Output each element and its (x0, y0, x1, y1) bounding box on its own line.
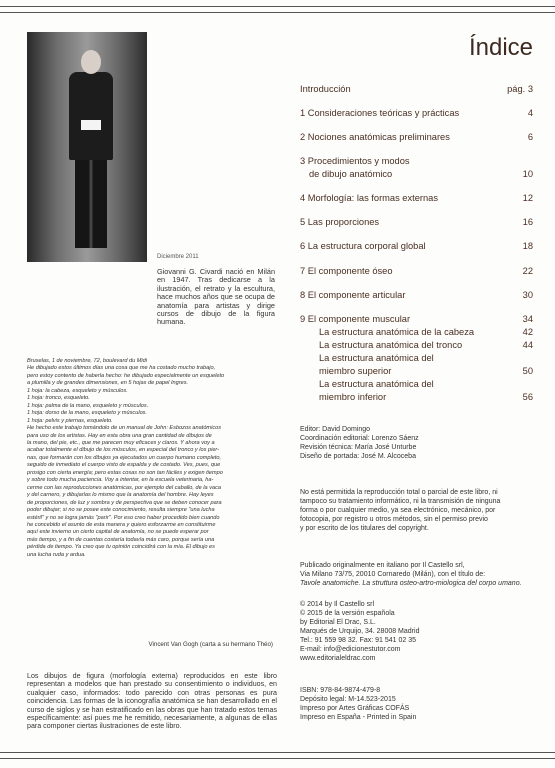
copyright-line: by Editorial El Drac, S.L. (300, 619, 376, 626)
publication-line: Via Milano 73/75, 20010 Cornaredo (Milán), con el título de: (300, 571, 486, 578)
quote-line: 1 hoja: la cabeza, esqueleto y músculos. (27, 387, 128, 394)
quote-line: pérdida de tiempo. Ya creo que tu opinión coincidirá con la mía. El dibujo es (27, 544, 215, 551)
toc-label: 7 El componente óseo (300, 266, 393, 276)
toc-page: 12 (522, 193, 533, 203)
quote-line: 1 hoja: dorso de la mano, esqueleto y músculos. (27, 410, 148, 417)
toc-sublabel: La estructura anatómica del (319, 353, 434, 363)
toc-entry[interactable] (300, 241, 533, 251)
credit-line: Editor: David Domingo (300, 426, 371, 433)
toc-entry[interactable] (300, 132, 533, 142)
quote-line: y del carnero, y dibujarlas lo mismo que la anatomía del hombre. Hay leyes (27, 492, 214, 499)
quote-line: para uso de los artistas. Hay en esta obra una gran cantidad de dibujos de (27, 432, 212, 439)
toc-label: 6 La estructura corporal global (300, 241, 426, 251)
quote-line: 1 hoja: tronco, esqueleto. (27, 395, 90, 402)
publication-line: Publicado originalmente en italiano por Il Castello srl, (300, 562, 465, 569)
copyright-line: Tel.: 91 559 98 32. Fax: 91 541 02 35 (300, 637, 416, 644)
quote-line: he concebido el asunto de esta manera y quiero esforzarme en constituirme (27, 521, 216, 528)
email-link[interactable]: E-mail: info@edicionestutor.com (300, 646, 401, 653)
toc-subentry[interactable] (300, 327, 533, 337)
toc-page: 6 (527, 132, 533, 142)
credit-line: Coordinación editorial: Lorenzo Sáenz (300, 435, 419, 442)
quote-line: acabar totalmente el dibujo de los músculos, en especial del tronco y los pier- (27, 447, 220, 454)
page-title: Índice (468, 34, 533, 61)
copyright-line: © 2014 by Il Castello srl (300, 601, 375, 608)
author-photo (27, 32, 147, 262)
photo-caption-date: Diciembre 2011 (157, 254, 199, 260)
quote-line: estéril" y no se logra jamás "parir". Por eso creo haber procedido bien cuando (27, 514, 220, 521)
toc-entry[interactable] (300, 314, 533, 324)
top-rule (0, 6, 555, 13)
rights-line: tampoco su tratamiento informático, ni la transmisión de ninguna (300, 498, 501, 505)
quote-line: seguido de inmediato el cuerpo visto de espalda y de costado. Ves, pues, que (27, 462, 221, 469)
toc-page: 56 (522, 392, 533, 402)
quote-line: cerme con las reproducciones anatómicas, por ejemplo del caballo, de la vaca (27, 484, 222, 491)
credit-line: Diseño de portada: José M. Alcoceba (300, 453, 416, 460)
rights-block (300, 488, 540, 533)
toc-page: 18 (522, 241, 533, 251)
toc-sublabel: La estructura anatómica del (319, 379, 434, 389)
isbn-block (300, 686, 540, 722)
isbn-line: Depósito legal: M-14.523-2015 (300, 696, 396, 703)
toc-page: 10 (522, 169, 533, 179)
rights-line: No está permitida la reproducción total o parcial de este libro, ni (300, 489, 498, 496)
toc-label: 9 El componente muscular (300, 314, 411, 324)
quote-line: a plumilla y de grandes dimensiones, en 5 hojas de papel Ingres. (27, 380, 189, 387)
toc-entry[interactable] (300, 193, 533, 203)
toc-page: 42 (522, 327, 533, 337)
toc-entry-cont[interactable] (300, 169, 533, 179)
toc-entry[interactable] (300, 290, 533, 300)
toc-label: 5 Las proporciones (300, 217, 380, 227)
toc-page: 4 (527, 108, 533, 118)
quote-line: aquí este invierno un cierto capital de anatomía, no se puede esperar por (27, 529, 209, 536)
isbn-line: ISBN: 978-84-9874-479-8 (300, 687, 381, 694)
toc-page: 34 (522, 314, 533, 324)
quote-line: más tiempo, y a fin de cuentas costaría todavía más caro, porque sería una (27, 536, 215, 543)
toc-page: pág. 3 (507, 84, 533, 94)
toc-entry[interactable] (300, 84, 533, 94)
toc-entry[interactable] (300, 217, 533, 227)
toc-subentry[interactable] (300, 353, 533, 363)
quote-line: una lucha ruda y ardua. (27, 551, 86, 558)
toc-label: Introducción (300, 84, 351, 94)
toc-page: 44 (522, 340, 533, 350)
website-link[interactable]: www.editorialeldrac.com (300, 655, 376, 662)
toc-page: 16 (522, 217, 533, 227)
quote-line: He dibujado estos últimos días una cosa que me ha costado mucho trabajo, (27, 365, 216, 372)
quote-line: pero estoy contento de haberla hecho: he dibujado especialmente un esqueleto (27, 372, 225, 379)
copyright-line: © 2015 de la versión española (300, 610, 395, 617)
toc-subentry[interactable] (300, 340, 533, 350)
copyright-block (300, 600, 540, 663)
quote-line: 1 hoja: palma de la mano, esqueleto y músculos. (27, 402, 149, 409)
toc-label-cont: de dibujo anatómico (309, 169, 393, 179)
van-gogh-quote (27, 358, 275, 559)
disclaimer-paragraph: Los dibujos de figura (morfología externa) reproducidos en este libro representan a modelos que han prestado su consentimiento o individuos, en cualquier caso, informados: todo parecido con otras personas es pura coincidencia. Las formas de la iconografía anatómica se han desarrollado en el curso de siglos y se han estratificado en las obras que han tratado estos temas específicamente: así pues me he remitido, necesariamente, a algunas de ellas para componer ciertas ilustraciones de este libro. (27, 672, 277, 731)
toc-subentry-cont[interactable] (300, 392, 533, 402)
toc-page: 30 (522, 290, 533, 300)
toc-page: 50 (522, 366, 533, 376)
isbn-line: Impreso por Artes Gráficas COFÁS (300, 705, 410, 712)
publication-block (300, 561, 540, 588)
credits-block (300, 425, 540, 461)
author-figure (67, 50, 115, 250)
quote-line: la mano, del pie, etc., que me parecen muy eficaces y claros. Y ahora voy a (27, 439, 215, 446)
rights-line: forma o por cualquier medio, ya sea electrónico, mecánico, por (300, 507, 496, 514)
toc-subentry-cont[interactable] (300, 366, 533, 376)
quote-signature: Vincent Van Gogh (carta a su hermano Théo) (148, 641, 273, 648)
toc-entry[interactable] (300, 266, 533, 276)
toc-entry[interactable] (300, 156, 533, 166)
quote-line: de proporciones, de luz y sombra y de perspectiva que se deben conocer para (27, 499, 222, 506)
publication-line: Tavole anatomiche. La struttura osteo-artro-miologica del corpo umano. (300, 580, 522, 587)
isbn-line: Impreso en España - Printed in Spain (300, 714, 417, 721)
author-bio: Giovanni G. Civardi nació en Milán en 1947. Tras dedicarse a la ilustración, el retrato y la escultura, hace muchos años que se ocupa de anatomía para artistas y dirige cursos de dibujo de la figura humana. (157, 267, 275, 327)
bottom-rule (0, 752, 555, 759)
toc-page: 22 (522, 266, 533, 276)
toc-label: 1 Consideraciones teóricas y prácticas (300, 108, 460, 118)
toc-entry[interactable] (300, 108, 533, 118)
toc-sublabel-cont: miembro inferior (319, 392, 387, 402)
toc-label: 3 Procedimientos y modos (300, 156, 410, 166)
toc-sublabel: La estructura anatómica del tronco (319, 340, 463, 350)
quote-line: y sobre todo mucha paciencia. Voy a intentar, en la escuela veterinaria, ha- (27, 477, 214, 484)
quote-line: prosigo con cierta energía; pero estas cosas no son tan fáciles y exigen tiempo (27, 469, 223, 476)
quote-line: nas, que formarán con los dibujos ya ejecutados un cuerpo humano completo, (27, 454, 222, 461)
toc-sublabel: La estructura anatómica de la cabeza (319, 327, 475, 337)
rights-line: y por escrito de los titulares del copyright. (300, 525, 429, 532)
toc-label: 4 Morfología: las formas externas (300, 193, 438, 203)
quote-line: Bruselas, 1 de noviembre, 72, boulevard du Midi (27, 358, 148, 364)
toc-subentry[interactable] (300, 379, 533, 389)
quote-line: He hecho este trabajo tomándolo de un manual de John: Esbozos anatómicos (27, 425, 222, 432)
toc-sublabel-cont: miembro superior (319, 366, 392, 376)
rights-line: fotocopia, por registro u otros métodos, sin el permiso previo (300, 516, 488, 523)
toc-label: 8 El componente articular (300, 290, 406, 300)
toc-label: 2 Nociones anatómicas preliminares (300, 132, 450, 142)
copyright-line: Marqués de Urquijo, 34. 28008 Madrid (300, 628, 420, 635)
quote-line: poder dibujar; si no se posee este conocimiento, resulta siempre "una lucha (27, 507, 215, 514)
credit-line: Revisión técnica: María José Unturbe (300, 444, 417, 451)
quote-line: 1 hoja: pelvis y piernas, esqueleto. (27, 417, 113, 424)
